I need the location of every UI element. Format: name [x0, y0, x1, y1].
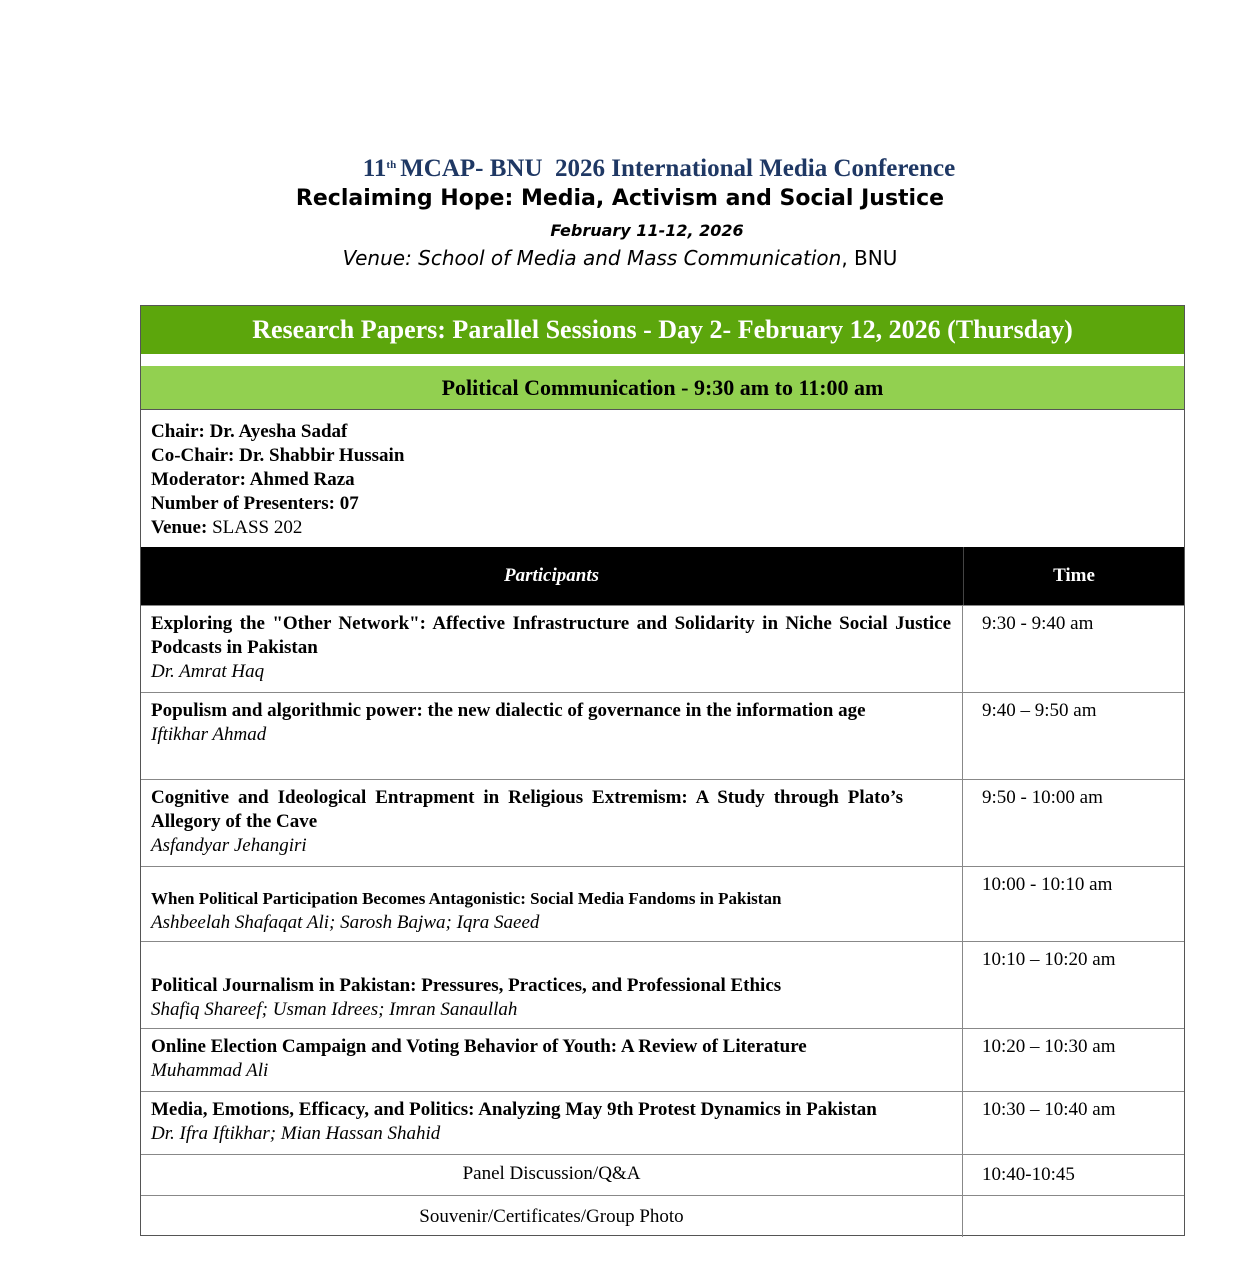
conference-venue	[0, 246, 1240, 270]
conference-subtitle: Reclaiming Hope: Media, Activism and Social Justice	[295, 186, 945, 211]
divider	[141, 354, 1184, 366]
venue-value: SLASS 202	[207, 517, 303, 538]
ordinal-suffix: th	[386, 159, 397, 171]
header-participants: Participants	[503, 565, 599, 586]
column-divider	[962, 606, 963, 692]
time-slot: 9:50 - 10:00 am	[982, 787, 1103, 808]
column-divider	[962, 1155, 963, 1195]
paper-authors: Iftikhar Ahmad	[151, 724, 267, 745]
paper-title: Cognitive and Ideological Entrapment in Religious Extremism: A Study through Plato’s Allegory of the Cave	[151, 787, 903, 832]
time-slot: 10:00 - 10:10 am	[982, 874, 1113, 895]
time-slot: 10:30 – 10:40 am	[982, 1099, 1116, 1120]
closing-label: Souvenir/Certificates/Group Photo	[419, 1206, 684, 1227]
paper-title: Exploring the "Other Network": Affective Infrastructure and Solidarity in Niche Social Justice Podcasts in Pakistan	[151, 613, 951, 658]
panel-time: 10:40-10:45	[982, 1164, 1075, 1185]
day-banner: Research Papers: Parallel Sessions - Day 2- February 12, 2026 (Thursday)	[141, 306, 1184, 354]
column-divider	[962, 1029, 963, 1091]
paper-authors: Dr. Ifra Iftikhar; Mian Hassan Shahid	[151, 1123, 441, 1144]
table-row	[141, 1091, 1184, 1154]
chair: Chair: Dr. Ayesha Sadaf	[151, 421, 348, 442]
schedule-table	[140, 305, 1185, 1236]
paper-authors: Shafiq Shareef; Usman Idrees; Imran Sanaullah	[151, 999, 518, 1020]
column-divider	[962, 867, 963, 941]
ordinal: 11	[362, 155, 387, 182]
table-row	[141, 866, 1184, 941]
conference-title	[0, 155, 1240, 183]
time-slot: 10:10 – 10:20 am	[982, 949, 1116, 970]
time-slot: 10:20 – 10:30 am	[982, 1036, 1116, 1057]
table-header	[141, 547, 1184, 605]
paper-title: Media, Emotions, Efficacy, and Politics: Analyzing May 9th Protest Dynamics in Pakistan	[151, 1099, 877, 1120]
column-divider	[962, 942, 963, 1028]
time-slot: 9:30 - 9:40 am	[982, 613, 1094, 634]
table-row	[141, 605, 1184, 692]
venue-label: Venue: School of Media and Mass Communication	[342, 246, 842, 270]
paper-authors: Dr. Amrat Haq	[151, 661, 265, 682]
column-divider	[962, 780, 963, 866]
co-chair: Co-Chair: Dr. Shabbir Hussain	[151, 445, 405, 466]
paper-title: Populism and algorithmic power: the new dialectic of governance in the information age	[151, 700, 866, 721]
paper-authors: Asfandyar Jehangiri	[151, 835, 307, 856]
panel-row	[141, 1154, 1184, 1195]
session-info	[151, 410, 1174, 540]
paper-authors: Muhammad Ali	[151, 1060, 269, 1081]
time-slot: 9:40 – 9:50 am	[982, 700, 1097, 721]
presenter-count: Number of Presenters: 07	[151, 493, 359, 514]
moderator: Moderator: Ahmed Raza	[151, 469, 355, 490]
paper-authors: Ashbeelah Shafaqat Ali; Sarosh Bajwa; Iqra Saeed	[151, 912, 540, 933]
closing-row	[141, 1195, 1184, 1237]
paper-title: Online Election Campaign and Voting Behavior of Youth: A Review of Literature	[151, 1036, 807, 1057]
venue-suffix: , BNU	[841, 246, 898, 270]
conference-dates: February 11-12, 2026	[550, 221, 744, 240]
table-row	[141, 941, 1184, 1028]
column-divider	[962, 693, 963, 779]
table-row	[141, 779, 1184, 866]
panel-label: Panel Discussion/Q&A	[462, 1163, 641, 1184]
column-divider	[962, 1092, 963, 1154]
venue-label: Venue:	[151, 517, 208, 538]
table-row	[141, 692, 1184, 779]
session-title: Political Communication - 9:30 am to 11:00 am	[141, 366, 1184, 410]
paper-title: Political Journalism in Pakistan: Pressures, Practices, and Professional Ethics	[151, 975, 782, 996]
header-time: Time	[963, 547, 1184, 605]
conference-name: MCAP- BNU 2026 International Media Conference	[400, 155, 956, 182]
paper-title: When Political Participation Becomes Antagonistic: Social Media Fandoms in Pakistan	[151, 889, 782, 908]
table-row	[141, 1028, 1184, 1091]
column-divider	[962, 1196, 963, 1237]
